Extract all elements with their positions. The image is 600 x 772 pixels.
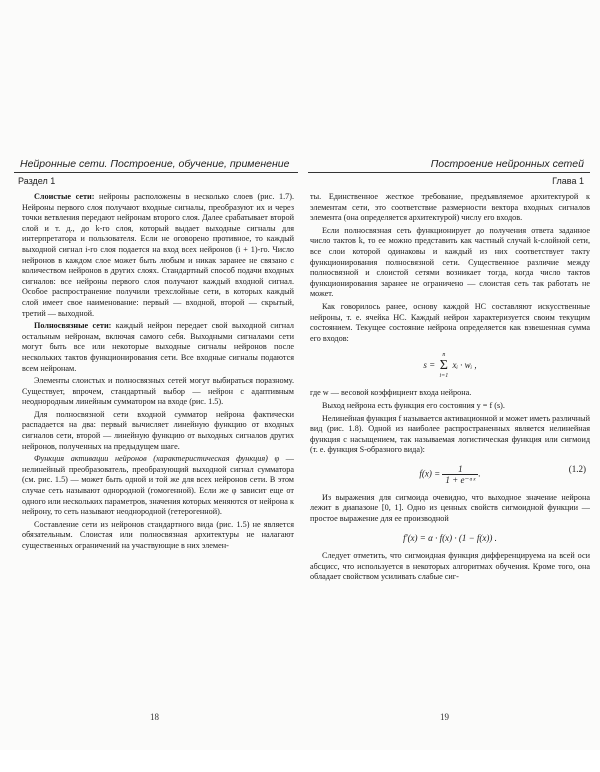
- left-header-rule: [14, 172, 298, 173]
- sum-operator: [440, 352, 449, 380]
- term-layered: Слоистые сети:: [34, 192, 95, 201]
- paragraph: [22, 454, 294, 518]
- right-running-header: Построение нейронных сетей: [430, 158, 584, 170]
- right-header-rule: [308, 172, 590, 173]
- right-chapter-label: Глава 1: [552, 176, 584, 186]
- paragraph: Как говорилось ранее, основу каждой НС составляют искусственные нейроны, т. е. ячейка НС. Каждый нейрон характеризуется своим текущим состоянием. Текущее состояние нейрона определяется как взвешенная сумма его входов:: [310, 301, 590, 343]
- paragraph: Элементы слоистых и полносвязных сетей могут выбираться поразному. Существует, впрочем, стандартный выбор — нейрон с адаптивным неоднородным линейным сумматором на входе (рис. 1.5).: [22, 376, 294, 407]
- term-activation: Функция активации нейронов (характеристическая функция): [34, 454, 268, 464]
- sigma-symbol: Σ: [439, 358, 448, 374]
- right-page-number: 19: [440, 712, 449, 722]
- formula-sigmoid: [310, 464, 590, 485]
- paragraph: [22, 192, 294, 319]
- formula-end: .: [478, 468, 481, 479]
- equation-number: (1.2): [568, 463, 586, 474]
- paragraph: Выход нейрона есть функция его состояния y = f (s).: [322, 400, 505, 410]
- left-running-header: Нейронные сети. Построение, обучение, применение: [20, 158, 290, 170]
- left-page-body: [22, 192, 294, 772]
- formula-derivative: f′(x) = α · f(x) · (1 − f(x)) .: [403, 532, 497, 543]
- sum-lower: i=1: [439, 373, 449, 380]
- paragraph: ты. Единственное жесткое требование, предъявляемое архитектурой к элементам сети, это соответствие размерности вектора входных сигналов элемента (она определяется архитектурой) числу его входов.: [310, 192, 590, 223]
- term-fully-connected: Полносвязные сети:: [34, 321, 112, 331]
- fraction-numerator: 1: [442, 464, 478, 475]
- fraction-denominator: 1 + e⁻ᵅˣ: [445, 474, 476, 485]
- paragraph: Составление сети из нейронов стандартного вида (рис. 1.5) не является обязательным. Слоистая или полносвязная архитектуры не налагают существенных ограничений на участвующие в них элемен-: [22, 519, 294, 550]
- formula-lhs: s =: [423, 360, 436, 371]
- paragraph: где w — весовой коэффициент входа нейрона.: [310, 388, 472, 398]
- fraction: [442, 463, 481, 485]
- sum-upper: n: [442, 352, 446, 359]
- formula-rhs: xᵢ · wᵢ ,: [452, 360, 477, 371]
- left-page-number: 18: [150, 712, 159, 722]
- paragraph: Если полносвязная сеть функционирует до получения ответа заданное число тактов k, то ее можно представить как частный случай k-слойной сети, все слои которой одинаковы и каждый из них соответствует такту функционирования полносвязной сети. Существенное различие между полносвязной и слоистой сетями возникает тогда, когда число тактов функционирования заранее не ограничено — слоистая сеть так работать не может.: [310, 225, 590, 299]
- paragraph-text: нейроны расположены в несколько слоев (рис. 1.7). Нейроны первого слоя получают входные сигналы, преобразуют их и через точки ветвления передают нейронам второго слоя. Далее срабатывает второй слой и т. д., до k-го слоя, который выдает выходные сигналы для интерпретатора и пользователя. Если не оговорено противное, то каждый выходной сигнал i-го слоя подается на вход всех нейронов (i + 1)-го. Число нейронов в каждом слое может быть любым и никак заранее не связано с количеством нейронов в других слоях. Стандартный способ подачи входных сигналов: все нейроны первого слоя получают каждый входной сигнал. Особое распространение получили трехслойные сети, в которых каждый слой имеет свое наименование: первый — входной, второй — скрытый, третий — выходной.: [22, 192, 294, 318]
- paragraph-text: φ — нелинейный преобразователь, преобразующий выходной сигнал сумматора (см. рис. 1.5) — может быть одной и той же для всех нейронов сети. В этом случае сеть называют однородной (гомогенной). Если же φ зависит еще от одного или нескольких параметров, значения которых меняются от нейрона к нейрону, то сеть называют неоднородной (гетерогенной).: [22, 454, 294, 517]
- paragraph: Из выражения для сигмоида очевидно, что выходное значение нейрона лежит в диапазоне [0, 1]. Одно из ценных свойств сигмоидной функции — простое выражение для ее производной: [310, 492, 590, 524]
- paragraph: Для полносвязной сети входной сумматор нейрона фактически распадается на два: первый вычисляет линейную функцию от входных сигналов сети, второй — линейную функцию от выходных сигналов других нейронов, полученных на предыдущем шаге.: [22, 409, 294, 451]
- right-page-body: [310, 192, 590, 772]
- formula-weighted-sum: [310, 352, 590, 380]
- left-section-label: Раздел 1: [18, 176, 56, 186]
- paragraph: [22, 321, 294, 374]
- formula-lhs: f(x) =: [419, 468, 441, 479]
- paragraph-text: каждый нейрон передает свой выходной сигнал остальным нейронам, включая самого себя. Выходными сигналами сети могут быть все или некоторые выходные сигналы нейронов после нескольких тактов функционирования сети. Все входные сигналы подаются всем нейронам.: [22, 321, 294, 373]
- paragraph: Нелинейная функция f называется активационной и может иметь различный вид (рис. 1.8). Одной из наиболее распространенных является нелинейная функция с насыщением, так называемая логистическая функция или сигмоид (т. е. функция S-образного вида):: [310, 413, 590, 455]
- paragraph: Следует отметить, что сигмоидная функция дифференцируема на всей оси абсцисс, что используется в некоторых алгоритмах обучения. Кроме того, она обладает свойством усиливать слабые сиг-: [310, 551, 590, 582]
